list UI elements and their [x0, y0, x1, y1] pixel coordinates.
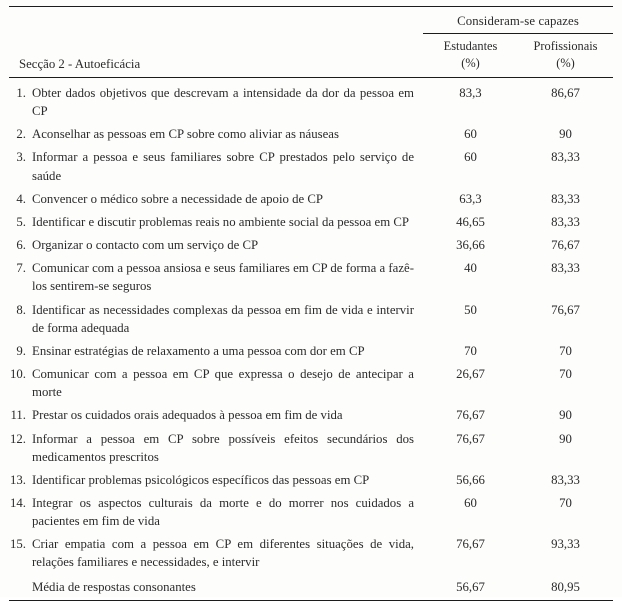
table-row	[9, 208, 613, 231]
column-unit-profissionais: (%)	[556, 56, 575, 70]
item-number: 3.	[16, 150, 26, 165]
summary-label: Média de respostas consonantes	[32, 579, 196, 594]
value-estudantes: 76,67	[456, 431, 485, 446]
value-profissionais: 76,67	[551, 302, 580, 317]
value-profissionais: 83,33	[551, 472, 580, 487]
value-profissionais: 90	[559, 127, 572, 142]
value-estudantes: 76,67	[456, 408, 485, 423]
value-estudantes: 83,3	[459, 86, 482, 100]
item-text: Obter dados objetivos que descrevam a intensidade da dor da pessoa em CP	[32, 86, 414, 119]
value-estudantes: 70	[464, 343, 477, 358]
value-profissionais: 70	[559, 495, 572, 510]
value-estudantes: 76,67	[456, 537, 485, 552]
table-row	[9, 143, 613, 184]
table-body	[9, 78, 613, 601]
item-number: 6.	[16, 238, 26, 253]
item-text: Aconselhar as pessoas em CP sobre como aliviar as náuseas	[32, 127, 339, 142]
item-text: Identificar e discutir problemas reais no ambiente social da pessoa em CP	[32, 214, 410, 229]
table-bottom-rule	[9, 600, 613, 601]
value-profissionais: 83,33	[551, 150, 580, 165]
item-text: Ensinar estratégias de relaxamento a uma pessoa com dor em CP	[32, 343, 365, 358]
summary-value-estudantes: 56,67	[456, 579, 485, 594]
item-text: Prestar os cuidados orais adequados à pessoa em fim de vida	[32, 408, 343, 423]
item-number: 4.	[16, 191, 26, 206]
column-header-estudantes: Estudantes	[443, 39, 498, 53]
value-estudantes: 46,65	[456, 214, 485, 229]
value-estudantes: 50	[464, 302, 477, 317]
self-efficacy-results-table	[9, 6, 613, 601]
item-number: 11.	[10, 408, 26, 423]
item-number: 1.	[16, 86, 26, 100]
column-header-profissionais: Profissionais	[533, 39, 598, 53]
summary-value-profissionais: 80,95	[551, 579, 580, 594]
item-text: Comunicar com a pessoa em CP que expressa o desejo de antecipar a morte	[32, 367, 414, 400]
item-number: 7.	[16, 261, 26, 276]
table-row	[9, 78, 613, 121]
item-text: Criar empatia com a pessoa em CP em diferentes situações de vida, relações familiares e necessidades, e intervir	[32, 537, 414, 570]
table-row	[9, 296, 613, 337]
item-text: Informar a pessoa e seus familiares sobre CP prestados pelo serviço de saúde	[32, 150, 414, 183]
group-header-spacer	[9, 7, 423, 33]
value-profissionais: 70	[559, 367, 572, 382]
column-header-row	[9, 34, 613, 56]
table-row	[9, 185, 613, 208]
item-number: 10.	[10, 367, 26, 382]
table-row	[9, 254, 613, 295]
value-profissionais: 83,33	[551, 214, 580, 229]
item-number: 9.	[16, 343, 26, 358]
table-row	[9, 489, 613, 530]
item-text: Convencer o médico sobre a necessidade de apoio de CP	[32, 191, 324, 206]
item-text: Comunicar com a pessoa ansiosa e seus familiares em CP de forma a fazê-los sentirem-se seguros	[32, 261, 414, 294]
value-estudantes: 60	[464, 495, 477, 510]
item-text: Organizar o contacto com um serviço de CP	[32, 238, 259, 253]
value-estudantes: 60	[464, 127, 477, 142]
item-text: Identificar problemas psicológicos específicos das pessoas em CP	[32, 472, 370, 487]
value-profissionais: 83,33	[551, 191, 580, 206]
value-estudantes: 26,67	[456, 367, 485, 382]
table-header	[9, 7, 613, 78]
table-row	[9, 530, 613, 571]
value-profissionais: 86,67	[551, 86, 580, 100]
summary-number-spacer	[9, 572, 31, 600]
table-row	[9, 401, 613, 424]
table-row	[9, 425, 613, 466]
table-container	[9, 0, 613, 601]
item-number: 13.	[10, 472, 26, 487]
value-profissionais: 83,33	[551, 261, 580, 276]
table-row	[9, 466, 613, 489]
summary-row	[9, 572, 613, 600]
table-row	[9, 337, 613, 360]
table-row	[9, 360, 613, 401]
value-profissionais: 90	[559, 431, 572, 446]
column-unit-estudantes: (%)	[461, 56, 480, 70]
item-text: Identificar as necessidades complexas da pessoa em fim de vida e intervir de forma adequada	[32, 302, 414, 335]
value-profissionais: 70	[559, 343, 572, 358]
value-estudantes: 63,3	[459, 191, 482, 206]
item-text: Informar a pessoa em CP sobre possíveis efeitos secundários dos medicamentos prescritos	[32, 431, 414, 464]
group-header-consideram-se-capazes: Consideram-se capazes	[457, 14, 579, 28]
value-profissionais: 90	[559, 408, 572, 423]
item-number: 15.	[10, 537, 26, 552]
value-estudantes: 40	[464, 261, 477, 276]
group-header-row	[9, 7, 613, 33]
item-number: 14.	[10, 495, 26, 510]
value-profissionais: 93,33	[551, 537, 580, 552]
value-estudantes: 36,66	[456, 238, 485, 253]
item-text: Integrar os aspectos culturais da morte e do morrer nos cuidados a pacientes em fim de vida	[32, 495, 414, 529]
value-estudantes: 56,66	[456, 472, 485, 487]
item-number: 2.	[16, 127, 26, 142]
section-label: Secção 2 - Autoeficácia	[19, 57, 141, 71]
table-row	[9, 231, 613, 254]
item-number: 12.	[10, 431, 26, 446]
value-profissionais: 76,67	[551, 238, 580, 253]
value-estudantes: 60	[464, 150, 477, 165]
item-number: 5.	[16, 214, 26, 229]
item-number: 8.	[16, 302, 26, 317]
table-row	[9, 120, 613, 143]
